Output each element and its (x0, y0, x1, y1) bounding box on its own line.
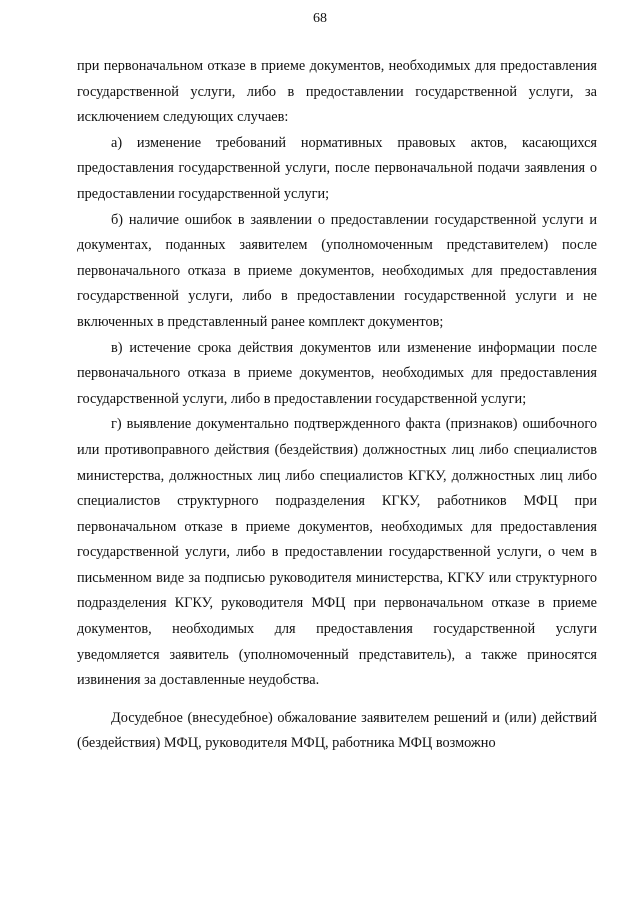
paragraph-item-b: б) наличие ошибок в заявлении о предоставлении государственной услуги и документах, поданных заявителем (уполномоченным представителем) после первоначального отказа в приеме документов, необходимых для предоставления государственной услуги, либо в предоставлении государственной услуги и не включенных в представленный ранее комплект документов; (77, 211, 597, 330)
paragraph-continuation: при первоначальном отказе в приеме документов, необходимых для предоставления государственной услуги, либо в предоставлении государственной услуги, за исключением следующих случаев: (77, 58, 597, 126)
page-number: 68 (313, 11, 327, 26)
paragraph-item-a: а) изменение требований нормативных правовых актов, касающихся предоставления государственной услуги, после первоначальной подачи заявления о предоставлении государственной услуги; (77, 134, 597, 202)
paragraph-item-g: г) выявление документально подтвержденного факта (признаков) ошибочного или противоправного действия (бездействия) должностных лиц либо специалистов министерства, должностных лиц либо специалистов КГКУ, должностных лиц либо специалистов структурного подразделения КГКУ, работников МФЦ при первоначальном отказе в приеме документов, необходимых для предоставления государственной услуги, либо в предоставлении государственной услуги, о чем в письменном виде за подписью руководителя министерства, КГКУ или структурного подразделения КГКУ, руководителя МФЦ при первоначальном отказе в приеме документов, необходимых для предоставления государственной услуги уведомляется заявитель (уполномоченный представитель), а также приносятся извинения за доставленные неудобства. (77, 416, 597, 689)
paragraph-item-v: в) истечение срока действия документов или изменение информации после первоначального отказа в приеме документов, необходимых для предоставления государственной услуги, либо в предоставлении государственной услуги; (77, 339, 597, 407)
paragraph-appeal: Досудебное (внесудебное) обжалование заявителем решений и (или) действий (бездействия) МФЦ, руководителя МФЦ, работника МФЦ возможно (77, 709, 597, 752)
document-body (77, 54, 597, 757)
